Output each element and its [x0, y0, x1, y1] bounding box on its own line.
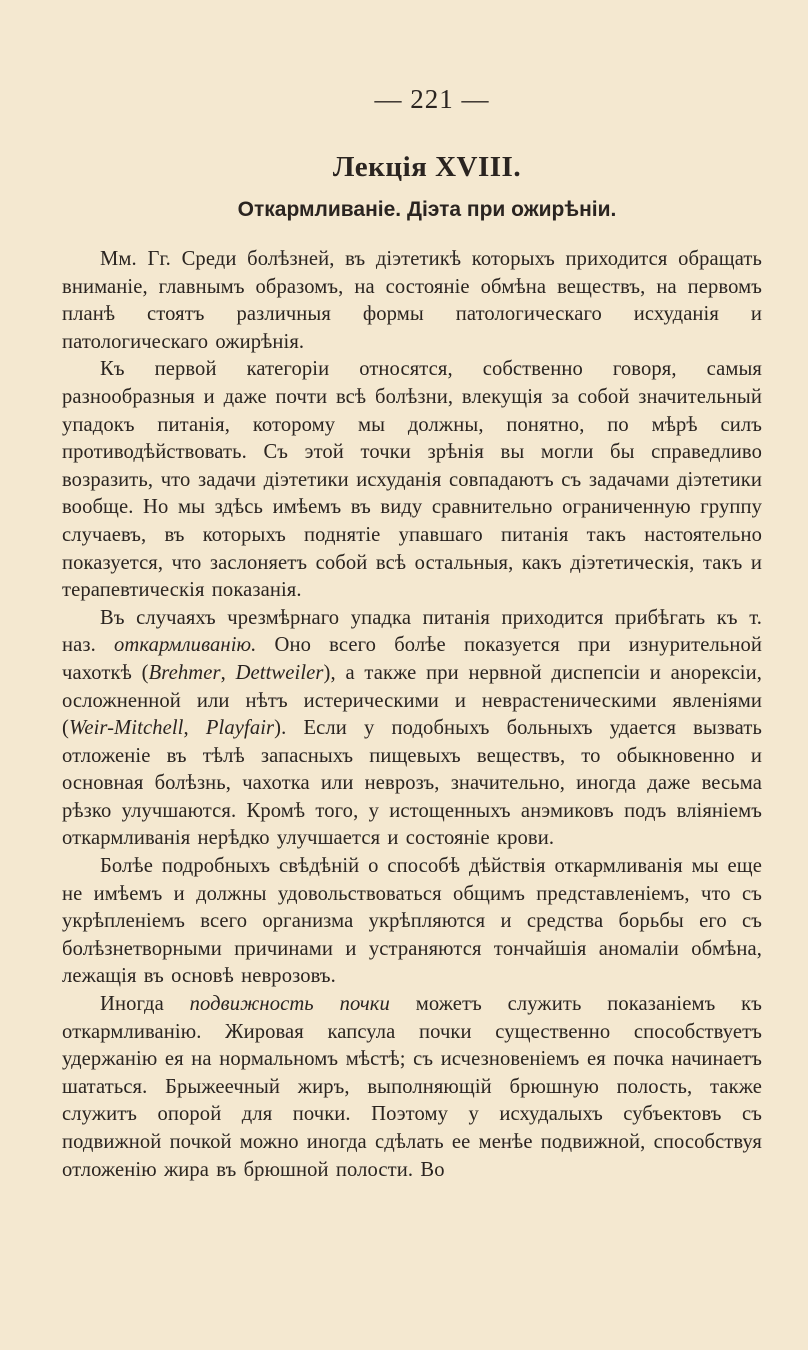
paragraph	[62, 605, 762, 853]
page-number: — 221 —	[374, 84, 490, 114]
italic-text: Playfair	[205, 717, 275, 740]
text-run: Иногда	[100, 993, 190, 1016]
paragraph	[62, 991, 762, 1184]
text-run: можетъ служить показаніемъ къ откармливанію. Жировая капсула почки существенно способствуетъ удержанію ея на нормальномъ мѣстѣ; съ исчезновеніемъ ея почка начинаетъ шататься. Брыжеечный жиръ, выполняющій брюшную полость, также служитъ опорой для почки. Поэтому у исхудалыхъ субъектовъ съ подвижной почкой можно иногда сдѣлать ее менѣе подвижной, способствуя отложенію жира въ брюшной полости. Во	[62, 993, 762, 1181]
text-run: Болѣе подробныхъ свѣдѣній о способѣ дѣйствія откармливанія мы еще не имѣемъ и должны удовольствоваться общимъ представленіемъ, что съ укрѣпленіемъ всего организма укрѣпляются и средства борьбы его съ болѣзнетворными причинами и устраняются тончайшія аномаліи обмѣна, лежащія въ основѣ неврозовъ.	[62, 855, 762, 988]
text-run: ,	[220, 661, 236, 684]
italic-text: откармливанію.	[114, 634, 257, 657]
paragraph	[62, 356, 762, 604]
paragraph	[62, 853, 762, 991]
text-run: ), а также при нервной диспепсіи и анорексіи, осложненной или нѣтъ истерическими и неврастеническими явленіями (	[62, 661, 762, 740]
text-run: Мм. Гг. Среди болѣзней, въ діэтетикѣ которыхъ приходится обращать вниманіе, главнымъ образомъ, на состояніе обмѣна веществъ, на первомъ планѣ стоятъ различныя формы патологическаго исхуданія и патологическаго ожирѣнія.	[62, 248, 762, 353]
text-run: Къ первой категоріи относятся, собственно говоря, самыя разнообразныя и даже почти всѣ болѣзни, влекущія за собой значительный упадокъ питанія, которому мы должны, понятно, по мѣрѣ силъ противодѣйствовать. Съ этой точки зрѣнія вы могли бы справедливо возразить, что задачи діэтетики исхуданія совпадаютъ съ задачами діэтетики вообще. Но мы здѣсь имѣемъ въ виду сравнительно ограниченную группу случаевъ, въ которыхъ поднятіе упавшаго питанія такъ настоятельно показуется, что заслоняетъ собой всѣ остальныя, какъ діэтетическія, такъ и терапевтическія показанія.	[62, 358, 762, 602]
paragraph	[62, 246, 762, 356]
italic-text: Dettweiler	[235, 661, 324, 684]
text-run: ,	[183, 717, 206, 740]
text-run: ). Если у подобныхъ больныхъ удается вызвать отложеніе въ тѣлѣ запасныхъ пищевыхъ веществъ, то обыкновенно и основная болѣзнь, чахотка или неврозъ, значительно, иногда даже весьма рѣзко улучшаются. Кромѣ того, у истощенныхъ анэмиковъ подъ вліяніемъ откармливанія нерѣдко улучшается и состояніе крови.	[62, 717, 762, 850]
lecture-title: Лекція XVIII.	[332, 151, 522, 183]
text-run: Въ случаяхъ чрезмѣрнаго упадка питанія приходится прибѣгать къ т. наз.	[62, 606, 762, 657]
italic-text: подвижность почки	[189, 993, 390, 1016]
italic-text: Weir-Mitchell	[68, 717, 184, 740]
lecture-subtitle: Откармливаніе. Діэта при ожирѣніи.	[237, 198, 617, 221]
book-page	[62, 84, 762, 1184]
body-text	[62, 246, 762, 1184]
italic-text: Brehmer	[148, 661, 221, 684]
text-run: Оно всего болѣе показуется при изнурительной чахоткѣ (	[62, 634, 762, 684]
